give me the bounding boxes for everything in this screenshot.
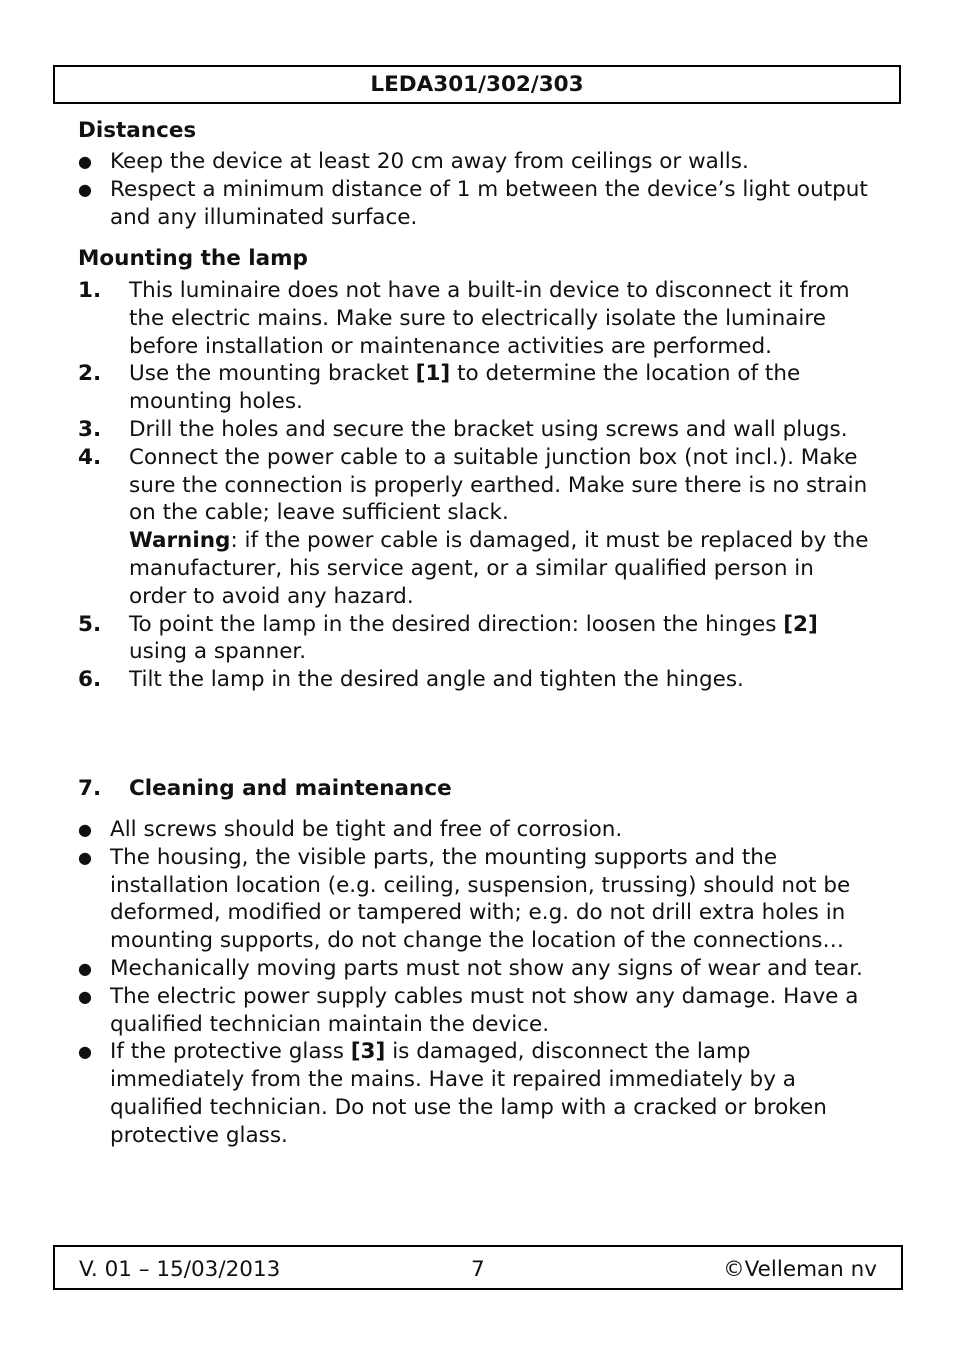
distances-list <box>78 148 878 231</box>
step-item: 2. Use the mounting bracket [1] to determine the location of the mounting holes. <box>78 361 801 415</box>
cleaning-list <box>78 816 878 1150</box>
bullet-icon: ● <box>78 958 92 978</box>
step-number: 3. <box>78 416 102 442</box>
step-number: 1. <box>78 278 102 303</box>
page-number: 7 <box>471 1257 485 1282</box>
step-number: 6. <box>78 667 102 693</box>
model-title: LEDA301/302/303 <box>370 71 584 97</box>
document-header <box>53 65 901 104</box>
step-item: 3. Drill the holes and secure the bracket using screws and wall plugs. <box>78 416 848 442</box>
list-item: ● If the protective glass [3] is damaged, disconnect the lamp immediately from the mains. Have it repaired immediately by a qualified technician. Do not use the lamp with a cracked or broken protective glass. <box>78 1039 827 1148</box>
step-number: 5. <box>78 611 102 637</box>
copyright: ©Velleman nv <box>723 1257 877 1282</box>
distances-heading: Distances <box>78 118 197 143</box>
document-footer <box>53 1245 903 1290</box>
warning-label: Warning <box>129 528 231 554</box>
mounting-steps <box>78 277 878 694</box>
version-date: V. 01 – 15/03/2013 <box>79 1257 281 1282</box>
bullet-icon: ● <box>78 1042 92 1062</box>
bullet-icon: ● <box>78 179 92 199</box>
list-item: ● All screws should be tight and free of corrosion. <box>78 817 623 842</box>
step-item: 6. Tilt the lamp in the desired angle and tighten the hinges. <box>78 667 744 693</box>
part-reference: [3] <box>350 1039 386 1065</box>
list-item: ● The housing, the visible parts, the mounting supports and the installation location (e.g. ceiling, suspension, trussing) should not be deformed, modified or tampered with; e.g. do not drill extra holes in mounting supports, do not change the location of the connections… <box>78 844 851 954</box>
step-item: 1. This luminaire does not have a built-in device to disconnect it from the electric mains. Make sure to electrically isolate the luminaire before installation or maintenance activities are performed. <box>78 278 850 359</box>
step-number: 4. <box>78 444 102 470</box>
list-item: ● Respect a minimum distance of 1 m between the device’s light output and any illuminated surface. <box>78 176 868 230</box>
bullet-icon: ● <box>78 986 92 1006</box>
step-number: 2. <box>78 361 102 387</box>
part-reference: [2] <box>783 611 818 637</box>
section-number: 7. <box>78 776 102 801</box>
list-item: ● The electric power supply cables must not show any damage. Have a qualified technician maintain the device. <box>78 983 859 1037</box>
bullet-icon: ● <box>78 152 92 171</box>
list-item: ● Mechanically moving parts must not show any signs of wear and tear. <box>78 955 863 981</box>
part-reference: [1] <box>415 361 451 387</box>
cleaning-heading <box>78 775 878 803</box>
bullet-icon: ● <box>78 847 92 867</box>
warning-text: : if the power cable is damaged, it must be replaced by the manufacturer, his service agent, or a similar qualified person in order to avoid any hazard. <box>129 528 869 609</box>
step-item: 5. To point the lamp in the desired direction: loosen the hinges [2] using a spanner. <box>78 611 818 665</box>
bullet-icon: ● <box>78 820 92 839</box>
section-title: Cleaning and maintenance <box>129 776 452 801</box>
list-item: ● Keep the device at least 20 cm away from ceilings or walls. <box>78 149 749 174</box>
step-item: 4. Connect the power cable to a suitable junction box (not incl.). Make sure the connection is properly earthed. Make sure there is no strain on the cable; leave sufficient slack. Warning: if the power cable is damaged, it must be replaced by the manufacturer, his service agent, or a similar qualified person in order to avoid any hazard. <box>78 444 869 609</box>
mounting-heading: Mounting the lamp <box>78 246 308 271</box>
